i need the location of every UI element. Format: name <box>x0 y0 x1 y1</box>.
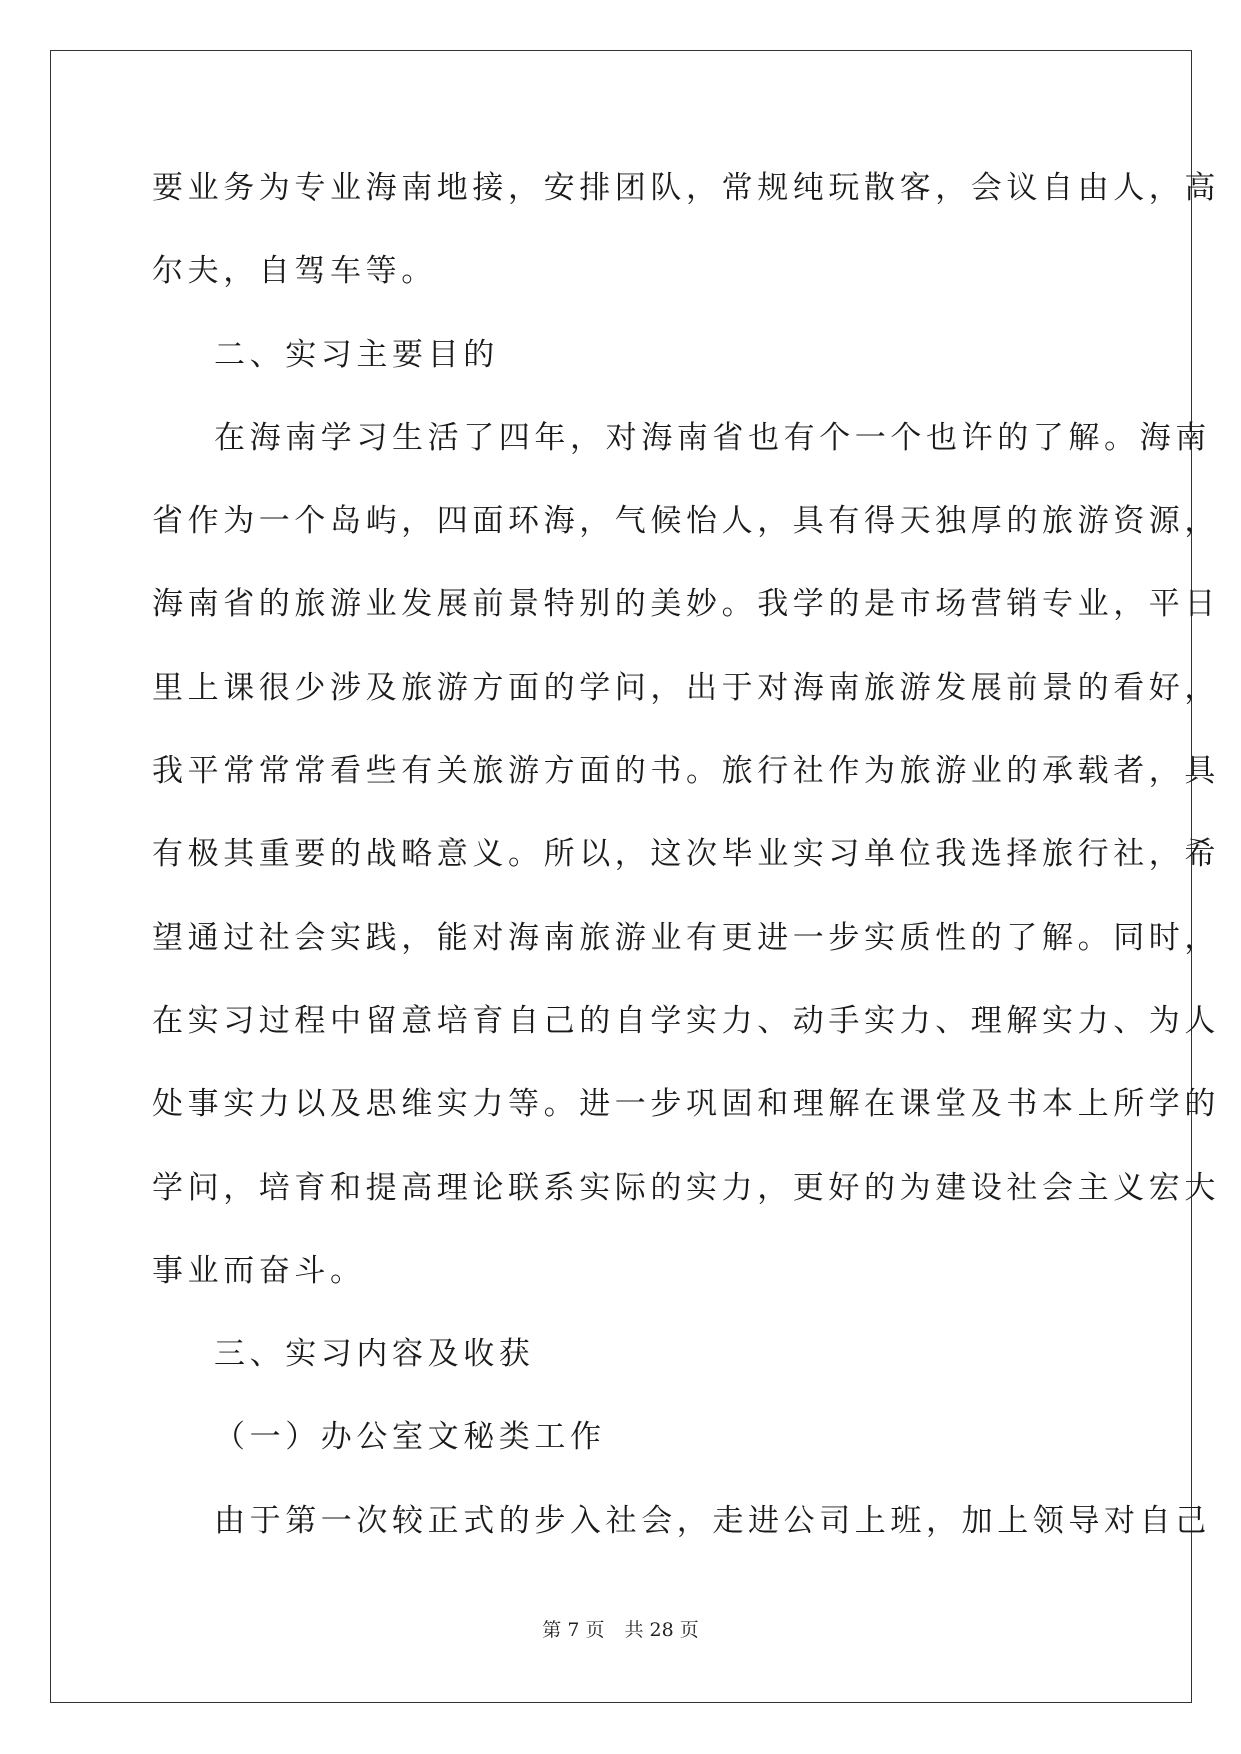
page-footer <box>0 1615 1241 1642</box>
total-pages: 共 28 页 <box>624 1619 699 1641</box>
text-line: 有极其重要的战略意义。所以，这次毕业实习单位我选择旅行社，希 <box>152 836 1220 873</box>
text-line: 尔夫，自驾车等。 <box>152 253 437 290</box>
text-line: 在实习过程中留意培育自己的自学实力、动手实力、理解实力、为人 <box>152 1002 1220 1039</box>
text-line: 省作为一个岛屿，四面环海，气候怡人，具有得天独厚的旅游资源， <box>152 503 1220 540</box>
section-heading: 三、实习内容及收获 <box>214 1336 535 1373</box>
page-number: 第 7 页 <box>542 1619 605 1641</box>
text-line: 我平常常常看些有关旅游方面的书。旅行社作为旅游业的承载者，具 <box>152 753 1220 790</box>
subsection-heading: （一）办公室文秘类工作 <box>214 1419 606 1456</box>
section-heading: 二、实习主要目的 <box>214 336 499 373</box>
text-line: 事业而奋斗。 <box>152 1252 366 1289</box>
text-line: 学问，培育和提高理论联系实际的实力，更好的为建设社会主义宏大 <box>152 1169 1220 1206</box>
text-line: 海南省的旅游业发展前景特别的美妙。我学的是市场营销专业，平日 <box>152 586 1220 623</box>
text-line: 在海南学习生活了四年，对海南省也有个一个也许的了解。海南 <box>214 419 1211 456</box>
text-line: 处事实力以及思维实力等。进一步巩固和理解在课堂及书本上所学的 <box>152 1086 1220 1123</box>
text-line: 里上课很少涉及旅游方面的学问，出于对海南旅游发展前景的看好， <box>152 669 1220 706</box>
text-line: 由于第一次较正式的步入社会，走进公司上班，加上领导对自己 <box>214 1502 1211 1539</box>
text-line: 要业务为专业海南地接，安排团队，常规纯玩散客，会议自由人，高 <box>152 170 1220 206</box>
document-body <box>152 160 1220 1576</box>
text-line: 望通过社会实践，能对海南旅游业有更进一步实质性的了解。同时， <box>152 919 1220 956</box>
